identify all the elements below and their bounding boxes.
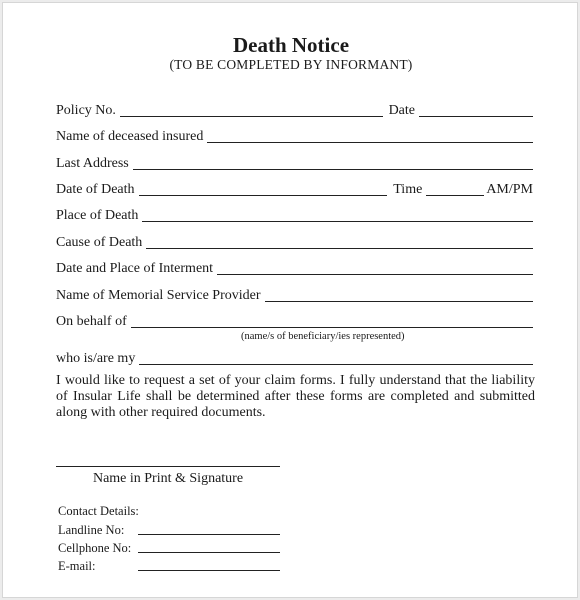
am-pm-label: AM/PM: [486, 182, 533, 197]
date-of-death-field[interactable]: [139, 182, 388, 196]
date-label: Date: [388, 103, 415, 118]
landline-field[interactable]: [138, 523, 280, 535]
cellphone-label: Cellphone No:: [58, 541, 132, 555]
signature-label: Name in Print & Signature: [92, 471, 244, 486]
on-behalf-of-field[interactable]: [131, 314, 533, 328]
time-label: Time: [393, 182, 423, 197]
time-field[interactable]: [426, 182, 484, 196]
cause-of-death-field[interactable]: [146, 235, 533, 249]
row-email: [58, 557, 280, 573]
row-cause-of-death: [56, 233, 533, 251]
cellphone-field[interactable]: [138, 541, 280, 553]
who-is-are-field[interactable]: [139, 351, 533, 365]
row-last-address: [56, 154, 533, 172]
form-page: [2, 2, 578, 598]
memorial-provider-field[interactable]: [265, 288, 534, 302]
email-field[interactable]: [138, 559, 280, 571]
on-behalf-of-label: On behalf of: [56, 314, 127, 329]
form-subtitle: (TO BE COMPLETED BY INFORMANT): [169, 57, 413, 72]
interment-field[interactable]: [217, 261, 533, 275]
on-behalf-hint: (name/s of beneficiary/ies represented): [241, 331, 405, 342]
contact-details-heading: Contact Details:: [58, 504, 139, 518]
memorial-provider-label: Name of Memorial Service Provider: [56, 288, 261, 303]
deceased-name-field[interactable]: [207, 129, 533, 143]
interment-label: Date and Place of Interment: [56, 261, 214, 276]
who-is-are-label: who is/are my: [56, 351, 136, 366]
row-who-is-are: [56, 349, 533, 367]
row-cellphone: [58, 539, 280, 555]
row-interment: [56, 259, 533, 277]
deceased-name-label: Name of deceased insured: [56, 129, 204, 144]
place-of-death-label: Place of Death: [56, 208, 139, 223]
row-on-behalf-of: [56, 312, 533, 330]
row-memorial-provider: [56, 286, 533, 304]
form-title: Death Notice: [232, 33, 350, 57]
landline-label: Landline No:: [58, 523, 125, 537]
row-landline: [58, 521, 280, 537]
policy-no-field[interactable]: [120, 103, 383, 117]
email-label: E-mail:: [58, 559, 96, 573]
signature-line[interactable]: [56, 466, 280, 467]
place-of-death-field[interactable]: [142, 208, 533, 222]
date-of-death-label: Date of Death: [56, 182, 135, 197]
policy-no-label: Policy No.: [56, 103, 116, 118]
row-place-of-death: [56, 206, 533, 224]
last-address-field[interactable]: [133, 156, 533, 170]
date-field[interactable]: [419, 103, 533, 117]
cause-of-death-label: Cause of Death: [56, 235, 143, 250]
last-address-label: Last Address: [56, 156, 129, 171]
row-deceased-name: [56, 127, 533, 145]
request-paragraph: I would like to request a set of your claim forms. I fully understand that the liability of Insular Life shall be determined after these forms are completed and submitted along with other required documents.: [56, 373, 535, 420]
row-date-time-death: [56, 180, 533, 198]
row-policy-date: [56, 101, 533, 119]
